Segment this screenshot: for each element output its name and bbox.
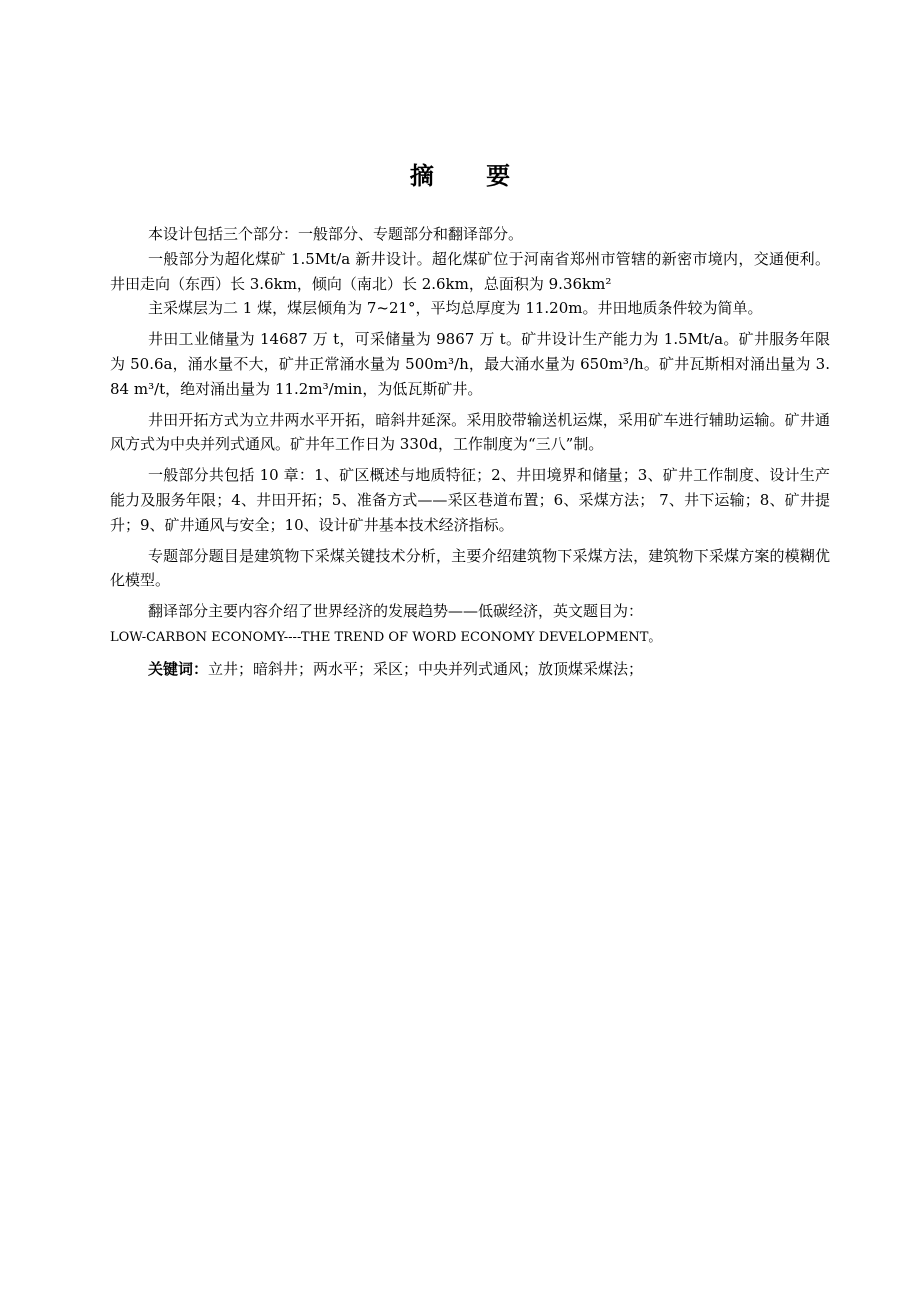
paragraph-reserves: 井田工业储量为 14687 万 t，可采储量为 9867 万 t。矿井设计生产能力为 1.5Mt/a。矿井服务年限为 50.6a，涌水量不大，矿井正常涌水量为 500m³/h，最大涌水量为 650m³/h。矿井瓦斯相对涌出量为 3.84 m³/t，绝对涌出量为 11.2m³/min，为低瓦斯矿井。 <box>110 330 830 398</box>
translation-text: 翻译部分主要内容介绍了世界经济的发展趋势——低碳经济，英文题目为： <box>148 602 644 621</box>
paragraph-translation <box>110 599 830 651</box>
paragraph-special-topic: 专题部分题目是建筑物下采煤关键技术分析，主要介绍建筑物下采煤方法，建筑物下采煤方案的模糊优化模型。 <box>110 546 830 590</box>
english-title: LOW-CARBON ECONOMY----THE TREND OF WORD ECONOMY DEVELOPMENT。 <box>110 629 662 645</box>
keywords-text: 立井；暗斜井；两水平；采区；中央并列式通风；放顶煤采煤法； <box>208 659 644 678</box>
paragraph-coal-seam: 主采煤层为二 1 煤，煤层倾角为 7~21°，平均总厚度为 11.20m。井田地质条件较为简单。 <box>148 299 763 318</box>
page-title: 摘 要 <box>409 161 533 190</box>
keywords-label: 关键词： <box>148 659 209 678</box>
paragraph-general-part: 一般部分为超化煤矿 1.5Mt/a 新井设计。超化煤矿位于河南省郑州市管辖的新密市境内，交通便利。井田走向（东西）长 3.6km，倾向（南北）长 2.6km，总面积为 9.36km² <box>110 249 830 293</box>
paragraph-overview: 本设计包括三个部分：一般部分、专题部分和翻译部分。 <box>148 225 524 243</box>
abstract-body <box>110 222 830 682</box>
paragraph-chapters: 一般部分共包括 10 章：1、矿区概述与地质特征；2、井田境界和储量；3、矿井工作制度、设计生产能力及服务年限；4、井田开拓；5、准备方式——采区巷道布置；6、采煤方法； 7、井下运输；8、矿井提升；9、矿井通风与安全；10、设计矿井基本技术经济指标。 <box>110 466 830 534</box>
paragraph-development: 井田开拓方式为立井两水平开拓，暗斜井延深。采用胶带输送机运煤，采用矿车进行辅助运输。矿井通风方式为中央并列式通风。矿井年工作日为 330d，工作制度为“三八”制。 <box>110 410 830 454</box>
paragraph-keywords <box>110 657 830 682</box>
